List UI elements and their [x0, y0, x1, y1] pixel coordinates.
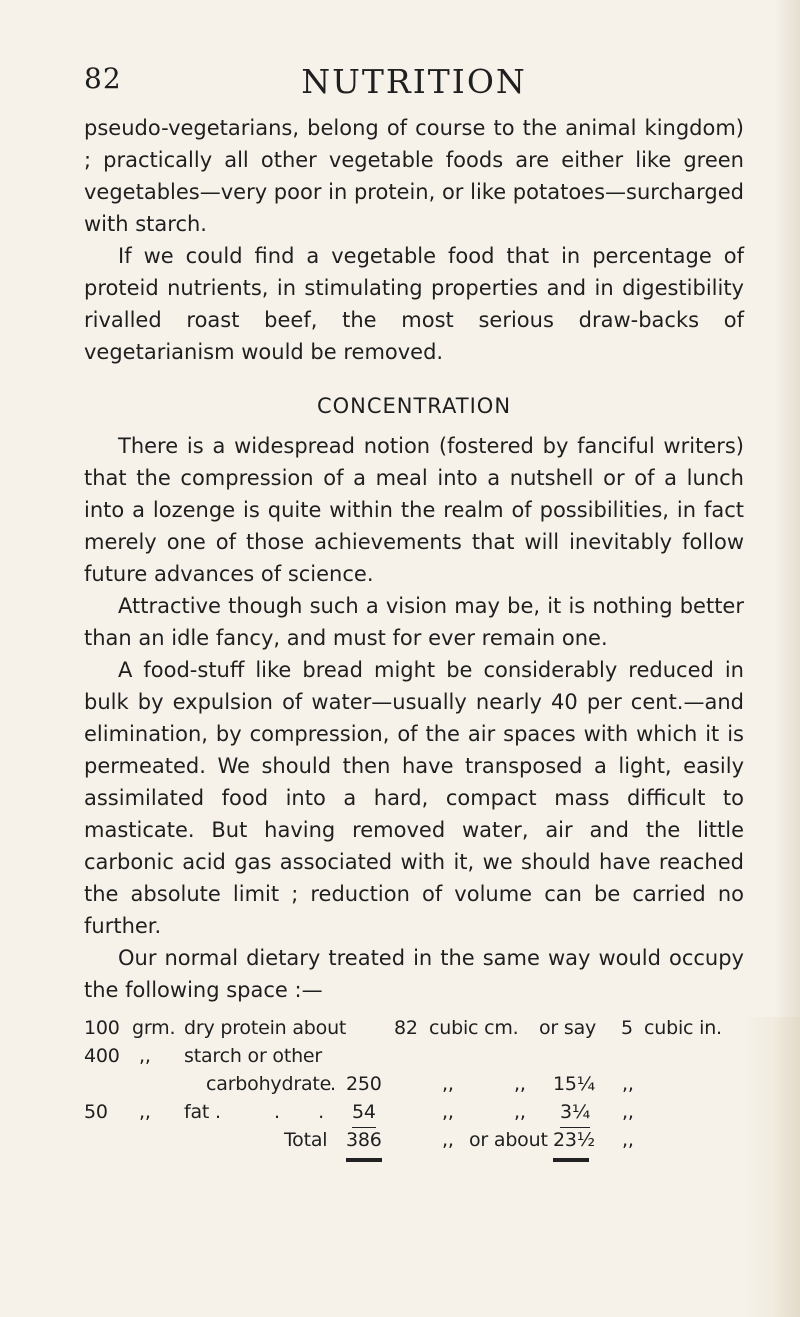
paragraph-6: Our normal dietary treated in the same way would occupy the following space :— — [84, 946, 744, 1002]
qty-cell: 100 — [84, 1017, 120, 1039]
qty-cell: 50 — [84, 1101, 108, 1123]
paragraph-2: If we could find a vegetable food that in percentage of proteid nutrients, in stimulating properties and in digestibility rivalled roast beef, the most serious draw-backs of vegetarianism would be removed. — [84, 244, 744, 364]
paragraph-5: A food-stuff like bread might be considerably reduced in bulk by expulsion of water—usually nearly 40 per cent.—and elimination, by compression, of the air spaces with which it is permeated. We should then have transposed a light, easily assimilated food into a hard, compact mass difficult to masticate. But having removed water, air and the little carbonic acid gas associated with it, we should have reached the absolute limit ; reduction of volume can be carried no further. — [84, 658, 744, 938]
page-corner-shadow — [740, 1017, 800, 1317]
body-text — [84, 112, 744, 1006]
running-title: NUTRITION — [301, 62, 527, 101]
cubic-cm-cell: 54 — [352, 1098, 376, 1128]
ditto-mark: ,, — [514, 1073, 526, 1095]
ditto-mark: ,, — [622, 1101, 634, 1123]
cubic-cm-label: cubic cm. — [429, 1017, 519, 1039]
ditto-mark: ,, — [622, 1073, 634, 1095]
unit-cell: ,, — [139, 1045, 151, 1067]
desc-cell: carbohydrate — [206, 1073, 332, 1095]
cubic-cm-cell: 250 — [346, 1073, 382, 1095]
desc-cell: fat . — [184, 1101, 221, 1123]
total-cubic-cm: 386 — [346, 1129, 382, 1151]
total-rule-cm — [346, 1158, 382, 1162]
ditto-mark: ,, — [442, 1073, 454, 1095]
ditto-mark: ,, — [442, 1101, 454, 1123]
unit-cell: grm. — [132, 1017, 176, 1039]
section-heading: CONCENTRATION — [316, 394, 512, 418]
page-number: 82 — [84, 62, 122, 95]
ditto-mark: ,, — [622, 1129, 634, 1151]
table-row — [84, 1042, 744, 1070]
ditto-mark: ,, — [514, 1101, 526, 1123]
leader-dots: . . — [274, 1101, 341, 1123]
paragraph-3: There is a widespread notion (fostered by fanciful writers) that the compression of a meal into a nutshell or of a lunch into a lozenge is quite within the realm of possibilities, in fact merely one of those achievements that will inevitably follow future advances of science. — [84, 434, 744, 586]
cubic-cm-cell: 82 — [394, 1017, 418, 1039]
cubic-in-cell: 3¼ — [560, 1098, 590, 1128]
leader-dot: . — [330, 1073, 336, 1095]
total-label: Total — [284, 1129, 328, 1151]
total-rule-in — [553, 1158, 589, 1162]
desc-cell: starch or other — [184, 1045, 323, 1067]
page-header — [84, 62, 744, 112]
table-total-row — [84, 1126, 744, 1154]
table-row — [84, 1014, 744, 1042]
volume-table — [84, 1014, 744, 1154]
qty-cell: 400 — [84, 1045, 120, 1067]
cubic-in-label: cubic in. — [644, 1017, 722, 1039]
paragraph-1: pseudo-vegetarians, belong of course to the animal kingdom) ; practically all other vegetable foods are either like green vegetables—very poor in protein, or like potatoes—surcharged with starch. — [84, 116, 745, 236]
total-cubic-in: 23½ — [553, 1129, 595, 1151]
unit-cell: ,, — [139, 1101, 151, 1123]
table-row — [84, 1098, 744, 1126]
or-about-label: or about — [469, 1129, 548, 1151]
cubic-in-cell: 15¼ — [553, 1073, 595, 1095]
paragraph-4: Attractive though such a vision may be, it is nothing better than an idle fancy, and must for ever remain one. — [84, 594, 744, 650]
desc-cell: dry protein about — [184, 1017, 347, 1039]
or-say-label: or say — [539, 1017, 597, 1039]
cubic-in-cell: 5 — [621, 1017, 633, 1039]
ditto-mark: ,, — [442, 1129, 454, 1151]
table-row — [84, 1070, 744, 1098]
